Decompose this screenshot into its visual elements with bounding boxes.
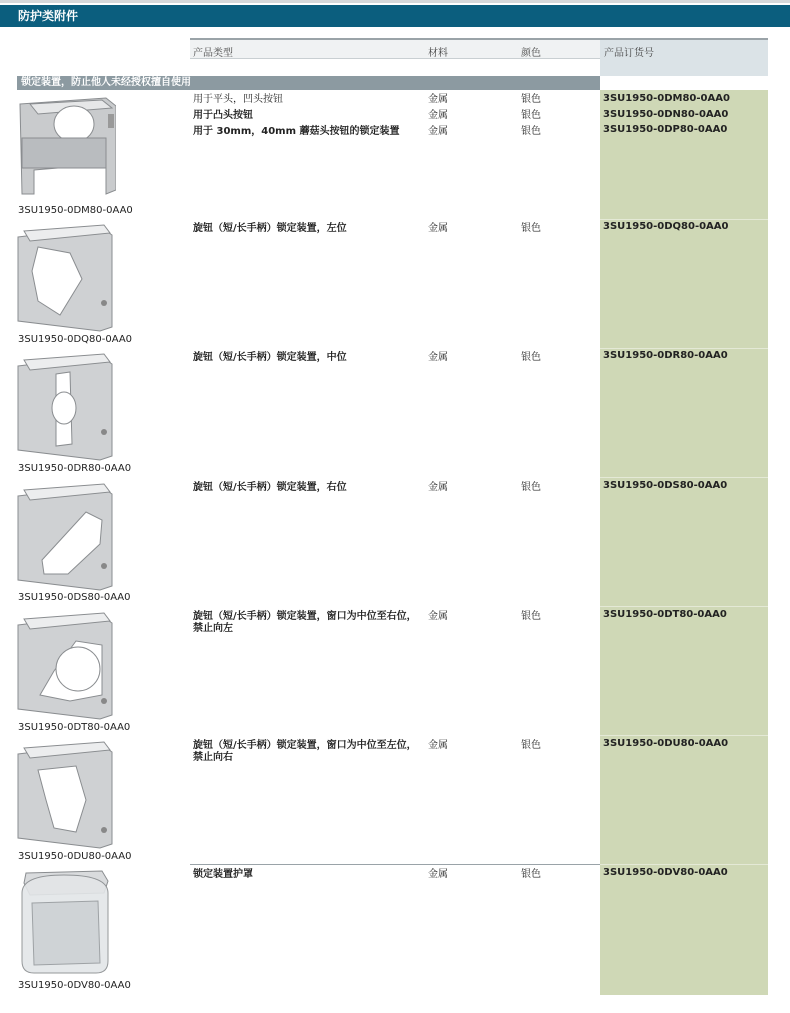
row-material: 金属 [428,482,448,493]
table-header [190,38,600,59]
row-desc: 旋钮（短/长手柄）锁定装置，窗口为中位至左位，禁止向右 [193,740,417,763]
row-color: 银色 [521,126,541,137]
row-order-code: 3SU1950-0DR80-0AA0 [603,350,728,361]
row-desc: 用于平头，凹头按钮 [193,94,283,105]
lock-device-middle-right-image [16,611,116,721]
image-caption: 3SU1950-0DM80-0AA0 [18,205,133,216]
row-color: 银色 [521,352,541,363]
header-product-type: 产品类型 [193,48,233,59]
header-order-no: 产品订货号 [604,48,654,59]
row-desc: 旋钮（短/长手柄）锁定装置，左位 [193,223,347,234]
row-order-code: 3SU1950-0DM80-0AA0 [603,93,730,104]
row-desc: 旋钮（短/长手柄）锁定装置，窗口为中位至右位，禁止向左 [193,611,417,634]
image-caption: 3SU1950-0DS80-0AA0 [18,592,131,603]
row-material: 金属 [428,126,448,137]
row-color: 银色 [521,94,541,105]
image-caption: 3SU1950-0DQ80-0AA0 [18,334,133,345]
lock-device-middle-left-image [16,740,116,850]
row-material: 金属 [428,110,448,121]
row-color: 银色 [521,611,541,622]
image-caption: 3SU1950-0DT80-0AA0 [18,722,131,733]
row-desc: 旋钮（短/长手柄）锁定装置，中位 [193,352,347,363]
order-divider [600,477,768,478]
row-order-code: 3SU1950-0DN80-0AA0 [603,109,729,120]
order-divider [600,219,768,220]
row-material: 金属 [428,869,448,880]
row-desc: 旋钮（短/长手柄）锁定装置，右位 [193,482,347,493]
header-material: 材料 [428,48,448,59]
lock-device-flat-button-image [16,94,116,204]
row-material: 金属 [428,223,448,234]
row-color: 银色 [521,110,541,121]
row-material: 金属 [428,611,448,622]
row-color: 银色 [521,223,541,234]
order-divider [600,735,768,736]
header-color: 颜色 [521,48,541,59]
lock-device-left-image [16,223,116,333]
row-material: 金属 [428,352,448,363]
row-color: 银色 [521,482,541,493]
order-divider [600,606,768,607]
order-divider [600,864,768,865]
section-header: 锁定装置，防止他人未经授权擅自使用 [17,76,600,90]
header-order-no-cell [600,38,768,76]
image-caption: 3SU1950-0DV80-0AA0 [18,980,131,991]
image-caption: 3SU1950-0DU80-0AA0 [18,851,132,862]
lock-device-middle-image [16,352,116,462]
row-order-code: 3SU1950-0DV80-0AA0 [603,867,728,878]
row-desc: 锁定装置护罩 [193,869,253,880]
row-order-code: 3SU1950-0DT80-0AA0 [603,609,727,620]
row-material: 金属 [428,94,448,105]
row-desc: 用于凸头按钮 [193,110,253,121]
row-material: 金属 [428,740,448,751]
row-order-code: 3SU1950-0DQ80-0AA0 [603,221,729,232]
top-rule [0,0,790,3]
row-order-code: 3SU1950-0DU80-0AA0 [603,738,729,749]
lock-device-cover-image [16,869,116,979]
row-order-code: 3SU1950-0DS80-0AA0 [603,480,728,491]
lock-device-right-image [16,482,116,592]
row-color: 银色 [521,869,541,880]
row-color: 银色 [521,740,541,751]
row-divider [190,864,600,865]
order-divider [600,348,768,349]
row-order-code: 3SU1950-0DP80-0AA0 [603,124,728,135]
row-desc: 用于 30mm，40mm 蘑菇头按钮的锁定装置 [193,126,400,137]
page-title: 防护类附件 [0,5,790,27]
image-caption: 3SU1950-0DR80-0AA0 [18,463,132,474]
